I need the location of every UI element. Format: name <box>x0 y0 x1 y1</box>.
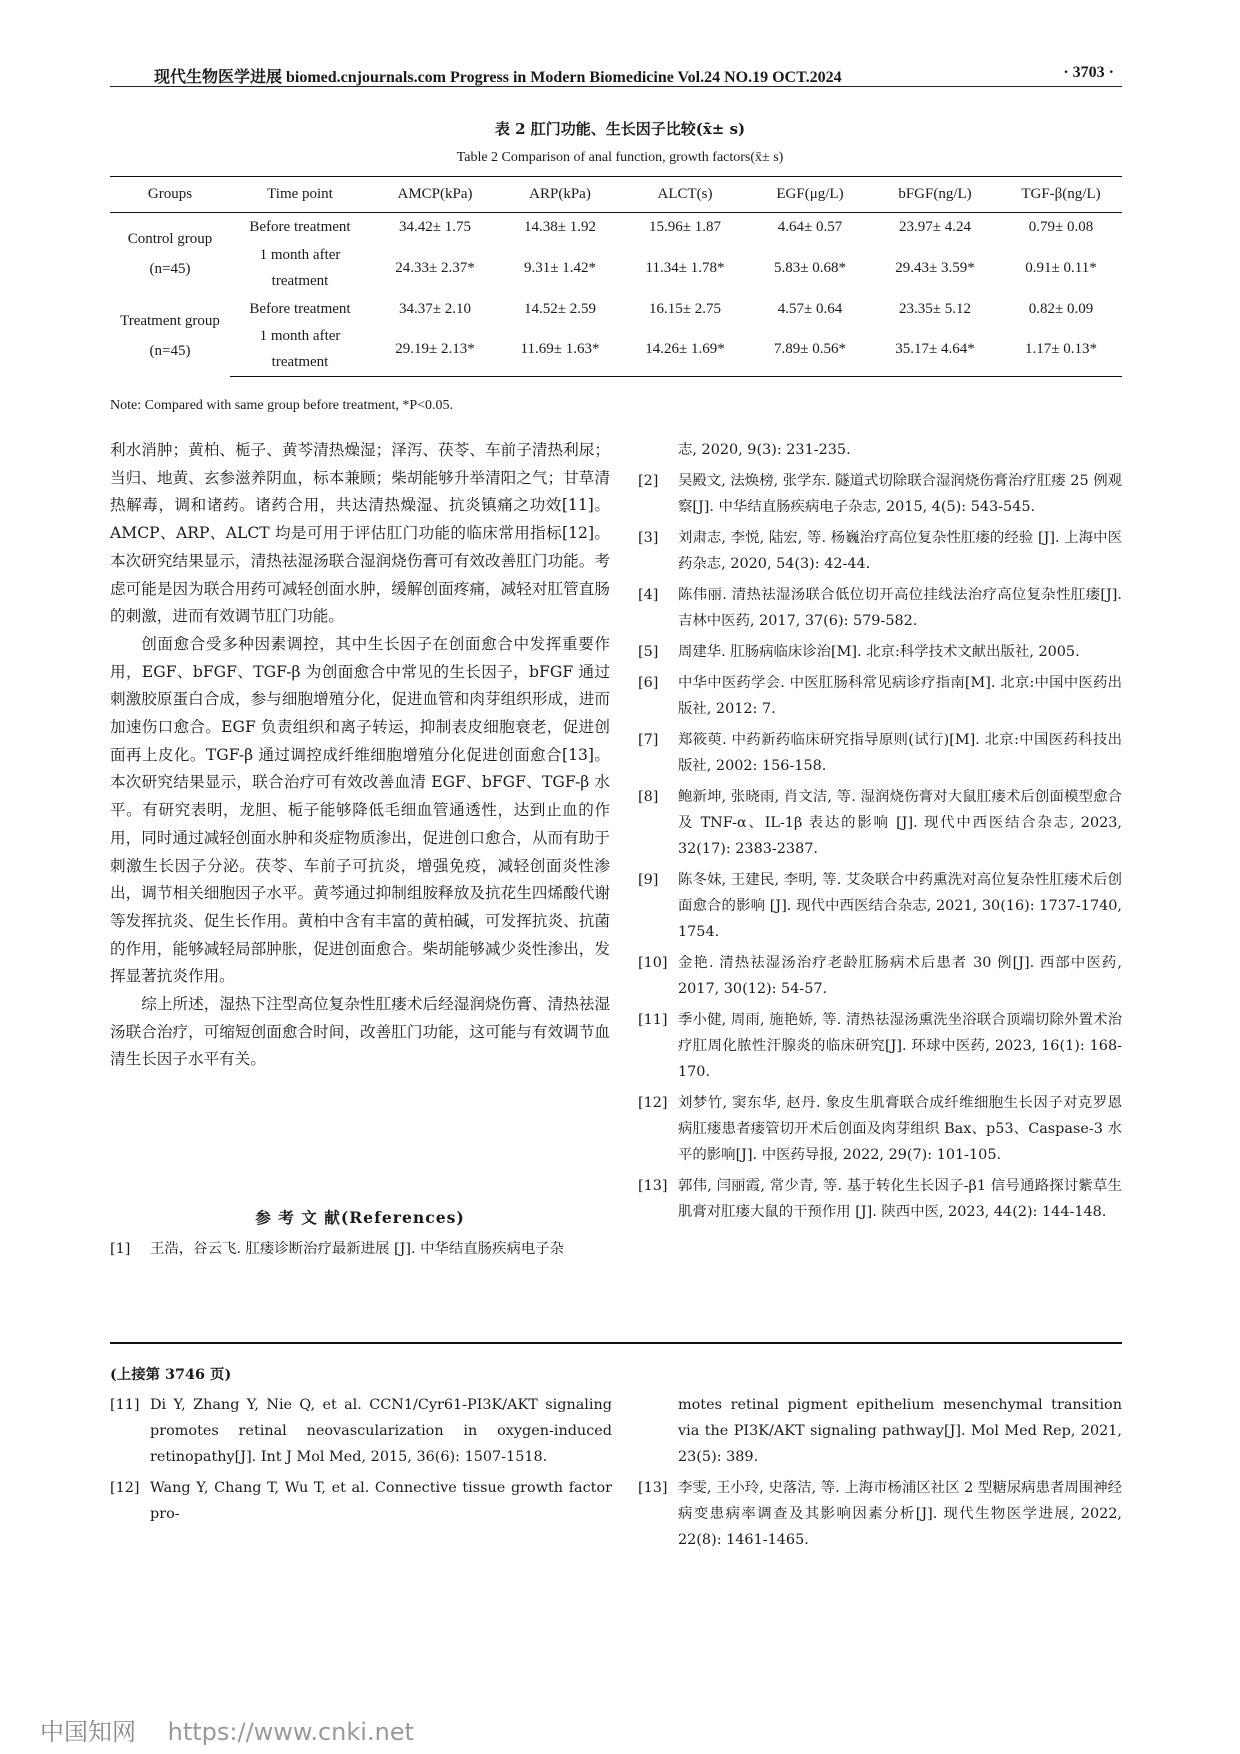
header-rule <box>110 86 1122 87</box>
table-cell: 29.43± 3.59* <box>895 259 975 276</box>
paragraph: 综上所述，湿热下注型高位复杂性肛瘘术后经湿润烧伤膏、清热祛湿汤联合治疗，可缩短创面愈合时间，改善肛门功能，这可能与有效调节血清生长因子水平有关。 <box>110 995 610 1069</box>
reference-item <box>638 670 1122 722</box>
table-cell: 4.64± 0.57 <box>777 218 843 235</box>
reference-text: 吴殿文, 法焕榜, 张学东. 隧道式切除联合湿润烧伤膏治疗肛瘘 25 例观察[J]. 中华结直肠疾病电子杂志, 2015, 4(5): 543-545. <box>678 473 1122 515</box>
reference-text: 陈伟丽. 清热祛湿汤联合低位切开高位挂线法治疗高位复杂性肛瘘[J]. 吉林中医药, 2017, 37(6): 579-582. <box>678 587 1122 629</box>
group-name: Treatment group <box>120 312 220 329</box>
reference-text: 志, 2020, 9(3): 231-235. <box>678 442 851 458</box>
table-header-row <box>110 177 1122 213</box>
body-text-left <box>110 437 610 1074</box>
group-cell <box>110 295 230 377</box>
reference-item <box>638 582 1122 634</box>
time-point: 1 month after treatment <box>230 323 370 377</box>
reference-number: [9] <box>638 872 659 888</box>
reference-text: 郭伟, 闫丽霞, 常少青, 等. 基于转化生长因子-β1 信号通路探讨紫草生肌膏对肛瘘大鼠的干预作用 [J]. 陕西中医, 2023, 44(2): 144-148. <box>678 1178 1122 1220</box>
col-header: ARP(kPa) <box>500 177 620 213</box>
reference-number: [3] <box>638 530 659 546</box>
watermark-url: https://www.cnki.net <box>167 1718 414 1746</box>
table-row <box>110 241 1122 295</box>
col-header: ALCT(s) <box>620 177 750 213</box>
reference-number: [13] <box>638 1480 668 1496</box>
section-divider <box>110 1342 1122 1344</box>
col-header: AMCP(kPa) <box>370 177 500 213</box>
reference-number: [11] <box>638 1012 668 1028</box>
time-point: Before treatment <box>249 218 351 235</box>
paragraph: 创面愈合受多种因素调控，其中生长因子在创面愈合中发挥重要作用，EGF、bFGF、TGF-β 为创面愈合中常见的生长因子，bFGF 通过刺激胶原蛋白合成，参与细胞增殖分化，促进血管和肉芽组织形成，进而加速伤口愈合。EGF 负责组织和离子转运，抑制表皮细胞衰老，促进创面再上皮化。TGF-β 通过调控成纤维细胞增殖分化促进创面愈合[13]。本次研究结果显示，联合治疗可有效改善血清 EGF、bFGF、TGF-β 水平。有研究表明，龙胆、栀子能够降低毛细血管通透性，达到止血的作用，同时通过减轻创面水肿和炎症物质渗出，促进创口愈合，从而有助于刺激生长因子分泌。茯苓、车前子可抗炎，增强免疫，减轻创面炎性渗出，调节相关细胞因子水平。黄芩通过抑制组胺释放及抗花生四烯酸代谢等发挥抗炎、促生长作用。黄柏中含有丰富的黄柏碱，可发挥抗炎、抗菌的作用，能够减轻局部肿胀，促进创面愈合。柴胡能够减少炎性渗出，发挥显著抗炎作用。 <box>110 634 610 986</box>
table-cell: 29.19± 2.13* <box>370 323 500 377</box>
paragraph: 利水消肿；黄柏、栀子、黄芩清热燥湿；泽泻、茯苓、车前子清热利尿；当归、地黄、玄参滋养阴血，标本兼顾；柴胡能够升举清阳之气；甘草清热解毒，调和诸药。诸药合用，共达清热燥湿、抗炎镇痛之功效[11]。AMCP、ARP、ALCT 均是可用于评估肛门功能的临床常用指标[12]。本次研究结果显示，清热祛湿汤联合湿润烧伤膏可有效改善肛门功能。考虑可能是因为联合用药可减轻创面水肿，缓解创面疼痛，减轻对肛管直肠的刺激，进而有效调节肛门功能。 <box>110 441 610 626</box>
table-row <box>110 323 1122 377</box>
reference-item <box>638 437 1122 463</box>
watermark-logo-text: 中国知网 <box>40 1718 136 1746</box>
reference-text: motes retinal pigment epithelium mesenchymal transition via the PI3K/AKT signaling pathway[J]. Mol Med Rep, 2021, 23(5): 389. <box>678 1397 1122 1465</box>
col-header: Time point <box>230 177 370 213</box>
reference-number: [5] <box>638 644 659 660</box>
references-left <box>110 1236 612 1267</box>
reference-item <box>110 1236 612 1262</box>
reference-number: [10] <box>638 955 668 971</box>
table-caption-en: Table 2 Comparison of anal function, growth factors(x̄± s) <box>456 150 784 165</box>
table-cell: 0.82± 0.09 <box>1028 300 1094 317</box>
col-header: bFGF(ng/L) <box>870 177 1000 213</box>
reference-item <box>638 1475 1122 1553</box>
continued-refs-right <box>638 1362 1122 1558</box>
reference-number: [2] <box>638 473 659 489</box>
reference-text: 季小健, 周雨, 施艳娇, 等. 清热祛湿汤熏洗坐浴联合顶端切除外置术治疗肛周化脓性汗腺炎的临床研究[J]. 环球中医药, 2023, 16(1): 168-170. <box>678 1012 1122 1080</box>
table-cell: 34.42± 1.75 <box>399 218 471 235</box>
table-cell: 34.37± 2.10 <box>399 300 471 317</box>
reference-number: [12] <box>638 1095 668 1111</box>
table-cell: 14.38± 1.92 <box>524 218 596 235</box>
reference-item <box>638 867 1122 945</box>
journal-info: 现代生物医学进展 biomed.cnjournals.com Progress in Modern Biomedicine Vol.24 NO.19 OCT.2024 <box>154 69 842 86</box>
reference-number: [4] <box>638 587 659 603</box>
table-cell: 14.26± 1.69* <box>620 323 750 377</box>
table-cell: 23.35± 5.12 <box>899 300 971 317</box>
table-caption-cn: 表 2 肛门功能、生长因子比较(x̄± s) <box>494 120 746 138</box>
col-header: Groups <box>110 177 230 213</box>
table-cell: 4.57± 0.64 <box>777 300 843 317</box>
page-number: · 3703 · <box>1063 64 1114 81</box>
continued-refs-left <box>110 1362 612 1532</box>
reference-text: 刘肃志, 李悦, 陆宏, 等. 杨巍治疗高位复杂性肛瘘的经验 [J]. 上海中医药杂志, 2020, 54(3): 42-44. <box>678 530 1122 572</box>
reference-item <box>638 1173 1122 1225</box>
reference-item <box>638 950 1122 1002</box>
references-right <box>638 437 1122 1230</box>
table-cell: 0.91± 0.11* <box>1025 259 1097 276</box>
reference-item <box>110 1392 612 1470</box>
table-row <box>110 295 1122 323</box>
reference-text: 王浩，谷云飞. 肛瘘诊断治疗最新进展 [J]. 中华结直肠疾病电子杂 <box>150 1241 565 1257</box>
col-header: TGF-β(ng/L) <box>1000 177 1122 213</box>
table-note: Note: Compared with same group before treatment, *P<0.05. <box>110 398 454 413</box>
group-n: (n=45) <box>149 342 191 359</box>
reference-number: [13] <box>638 1178 668 1194</box>
reference-item <box>638 1392 1122 1470</box>
reference-text: Wang Y, Chang T, Wu T, et al. Connective tissue growth factor pro- <box>150 1480 612 1522</box>
reference-number: [7] <box>638 732 659 748</box>
group-n: (n=45) <box>149 260 191 277</box>
table-cell: 9.31± 1.42* <box>524 259 596 276</box>
reference-item <box>638 784 1122 862</box>
reference-number: [1] <box>110 1241 131 1257</box>
reference-item <box>110 1475 612 1527</box>
table-cell: 11.34± 1.78* <box>645 259 725 276</box>
table-cell: 7.89± 0.56* <box>750 323 870 377</box>
results-table <box>110 176 1122 377</box>
group-name: Control group <box>127 230 213 247</box>
running-header <box>110 62 1120 88</box>
time-point: 1 month after treatment <box>259 246 341 289</box>
reference-text: 郑筱萸. 中药新药临床研究指导原则(试行)[M]. 北京:中国医药科技出版社, 2002: 156-158. <box>678 732 1122 774</box>
table-cell: 35.17± 4.64* <box>870 323 1000 377</box>
table-cell: 5.83± 0.68* <box>774 259 846 276</box>
table-cell: 11.69± 1.63* <box>500 323 620 377</box>
group-cell <box>110 213 230 295</box>
table-row <box>110 213 1122 241</box>
time-point: Before treatment <box>249 300 351 317</box>
reference-text: Di Y, Zhang Y, Nie Q, et al. CCN1/Cyr61-PI3K/AKT signaling promotes retinal neovascularization in oxygen-induced retinopathy[J]. Int J Mol Med, 2015, 36(6): 1507-1518. <box>150 1397 612 1465</box>
reference-text: 陈冬妹, 王建民, 李明, 等. 艾灸联合中药熏洗对高位复杂性肛瘘术后创面愈合的影响 [J]. 现代中西医结合杂志, 2021, 30(16): 1737-1740, 1754. <box>678 872 1122 940</box>
cnki-watermark <box>40 1712 414 1747</box>
reference-text: 刘梦竹, 窦东华, 赵丹. 象皮生肌膏联合成纤维细胞生长因子对克罗恩病肛瘘患者瘘管切开术后创面及肉芽组织 Bax、p53、Caspase-3 水平的影响[J]. 中医药导报, 2022, 29(7): 101-105. <box>678 1095 1122 1163</box>
reference-item <box>638 1007 1122 1085</box>
reference-number: [11] <box>110 1397 140 1413</box>
table-cell: 14.52± 2.59 <box>524 300 596 317</box>
table-cell: 1.17± 0.13* <box>1000 323 1122 377</box>
col-header: EGF(μg/L) <box>750 177 870 213</box>
table-cell: 15.96± 1.87 <box>649 218 721 235</box>
reference-item <box>638 1090 1122 1168</box>
reference-text: 金艳. 清热祛湿汤治疗老龄肛肠病术后患者 30 例[J]. 西部中医药, 2017, 30(12): 54-57. <box>678 955 1122 997</box>
reference-item <box>638 468 1122 520</box>
reference-item <box>638 727 1122 779</box>
reference-text: 李雯, 王小玲, 史落洁, 等. 上海市杨浦区社区 2 型糖尿病患者周围神经病变患病率调查及其影响因素分析[J]. 现代生物医学进展, 2022, 22(8): 1461-1465. <box>678 1480 1122 1548</box>
continued-label: (上接第 3746 页) <box>110 1366 232 1383</box>
table-cell: 23.97± 4.24 <box>899 218 971 235</box>
reference-item <box>638 525 1122 577</box>
reference-number: [8] <box>638 789 659 805</box>
reference-text: 鲍新坤, 张晓雨, 肖文洁, 等. 湿润烧伤膏对大鼠肛瘘术后创面模型愈合及 TNF-α、IL-1β 表达的影响 [J]. 现代中西医结合杂志, 2023, 32(17): 2383-2387. <box>678 789 1122 857</box>
reference-text: 中华中医药学会. 中医肛肠科常见病诊疗指南[M]. 北京:中国中医药出版社, 2012: 7. <box>678 675 1122 717</box>
reference-text: 周建华. 肛肠病临床诊治[M]. 北京:科学技术文献出版社, 2005. <box>678 644 1080 660</box>
table-cell: 24.33± 2.37* <box>395 259 475 276</box>
reference-number: [6] <box>638 675 659 691</box>
reference-number: [12] <box>110 1480 140 1496</box>
reference-item <box>638 639 1122 665</box>
references-heading: 参 考 文 献(References) <box>255 1208 465 1227</box>
table-cell: 0.79± 0.08 <box>1028 218 1094 235</box>
table-cell: 16.15± 2.75 <box>649 300 721 317</box>
